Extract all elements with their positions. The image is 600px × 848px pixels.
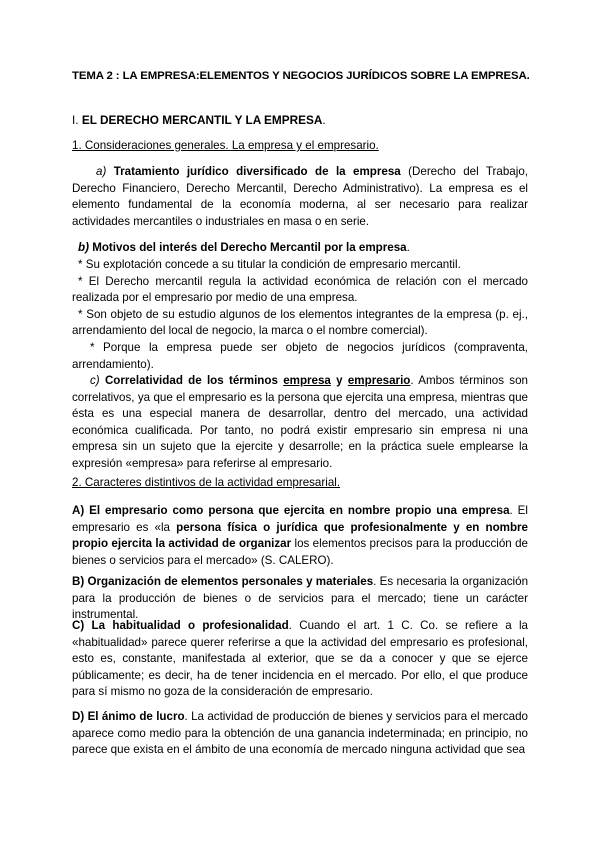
paragraph-A-heading: A) El empresario como persona que ejercita en nombre propio una empresa bbox=[72, 504, 510, 517]
term-empresa: empresa bbox=[283, 374, 331, 387]
paragraph-B-text: . Es necesaria la organización para la producción de bienes o de servicios para el mercado; tiene un carácter instrumental. bbox=[72, 575, 529, 622]
section-heading-dot: . bbox=[322, 113, 326, 127]
bullet-item: * Su explotación concede a su titular la condición de empresario mercantil. bbox=[78, 258, 461, 271]
bullet-item: * Son objeto de su estudio algunos de los elementos integrantes de la empresa (p. ej., arrendamiento del local de negocio, la marca o el nombre comercial). bbox=[72, 307, 528, 338]
term-empresario: empresario bbox=[347, 374, 411, 387]
paragraph-c-heading-2: y bbox=[330, 374, 348, 387]
paragraph-b-dot: . bbox=[406, 241, 410, 254]
paragraph-D bbox=[72, 709, 528, 759]
paragraph-A-emphasis: persona física o jurídica que profesionalmente y en nombre propio ejercita la actividad de organizar bbox=[72, 520, 529, 551]
document-title: TEMA 2 : LA EMPRESA:ELEMENTOS Y NEGOCIOS JURÍDICOS SOBRE LA EMPRESA. bbox=[72, 70, 530, 82]
paragraph-D-heading: D) El ánimo de lucro bbox=[72, 710, 185, 723]
paragraph-a-heading: Tratamiento jurídico diversificado de la empresa bbox=[113, 165, 401, 178]
marker-b: b) bbox=[78, 241, 89, 254]
marker-c: c) bbox=[90, 374, 100, 387]
paragraph-c bbox=[72, 373, 528, 473]
paragraph-A-text-1: . El empresario es «la bbox=[72, 504, 528, 534]
subsection-heading-2: 2. Caracteres distintivos de la actividad empresarial. bbox=[72, 476, 341, 489]
section-heading-text: EL DERECHO MERCANTIL Y LA EMPRESA bbox=[81, 113, 323, 127]
paragraph-A bbox=[72, 503, 528, 569]
paragraph-B bbox=[72, 574, 528, 624]
paragraph-A-text-2: los elementos precisos para la producción de bienes o servicios para el mercado» (S. CALERO). bbox=[72, 537, 528, 567]
paragraph-c-text: Ambos términos son correlativos, ya que el empresario es la persona que ejercita una empresa, mientras que ésta es una especial manera de desarrollar, dentro del mercado, una actividad económica cualificada. Por tanto, no podrá existir empresario sin empresa ni una empresa sin un sujeto que la ejercite y desarrolle; en la práctica suele emplearse la expresión «empresa» para referirse al empresario. bbox=[72, 374, 528, 470]
bullet-item: * El Derecho mercantil regula la actividad económica de relación con el mercado realizada por el empresario por medio de una empresa. bbox=[72, 274, 528, 305]
bullet-item: * Porque la empresa puede ser objeto de negocios jurídicos (compraventa, arrendamiento). bbox=[72, 340, 528, 371]
paragraph-C bbox=[72, 618, 528, 701]
paragraph-c-heading-1: Correlatividad de los términos bbox=[104, 374, 284, 387]
subsection-heading-1: 1. Consideraciones generales. La empresa y el empresario. bbox=[72, 139, 379, 152]
paragraph-b-heading-text: Motivos del interés del Derecho Mercantil por la empresa bbox=[92, 241, 407, 254]
paragraph-C-heading: C) La habitualidad o profesionalidad bbox=[72, 619, 289, 632]
paragraph-D-text: . La actividad de producción de bienes y servicios para el mercado aparece como medio para la obtención de una ganancia indeterminada; en principio, no parece que exista en el ámbito de una economía de mercado ninguna actividad que sea bbox=[72, 710, 528, 757]
paragraph-b-heading bbox=[72, 240, 528, 257]
paragraph-a bbox=[72, 164, 528, 230]
paragraph-C-text: . Cuando el art. 1 C. Co. se refiere a la «habitualidad» parece querer referirse a que la actividad del empresario es profesional, esto es, constante, manifestada al exterior, que se da a conocer y que se ejerce públicamente; es decir, ha de tener incidencia en el mercado. Por ello, el que produce para sí mismo no goza de la consideración de empresario. bbox=[72, 619, 529, 699]
paragraph-B-heading: B) Organización de elementos personales y materiales bbox=[72, 575, 374, 588]
section-number: I. bbox=[72, 113, 82, 127]
paragraph-c-dot: . bbox=[410, 374, 414, 387]
paragraph-a-text: (Derecho del Trabajo, Derecho Financiero, Derecho Mercantil, Derecho Administrativo). La empresa es el elemento fundamental de la economía moderna, al ser necesario para realizar actividades mercantiles o industriales en masa o en serie. bbox=[72, 165, 528, 228]
marker-a: a) bbox=[96, 165, 107, 178]
section-heading bbox=[72, 112, 528, 129]
bullet-list bbox=[72, 257, 528, 373]
